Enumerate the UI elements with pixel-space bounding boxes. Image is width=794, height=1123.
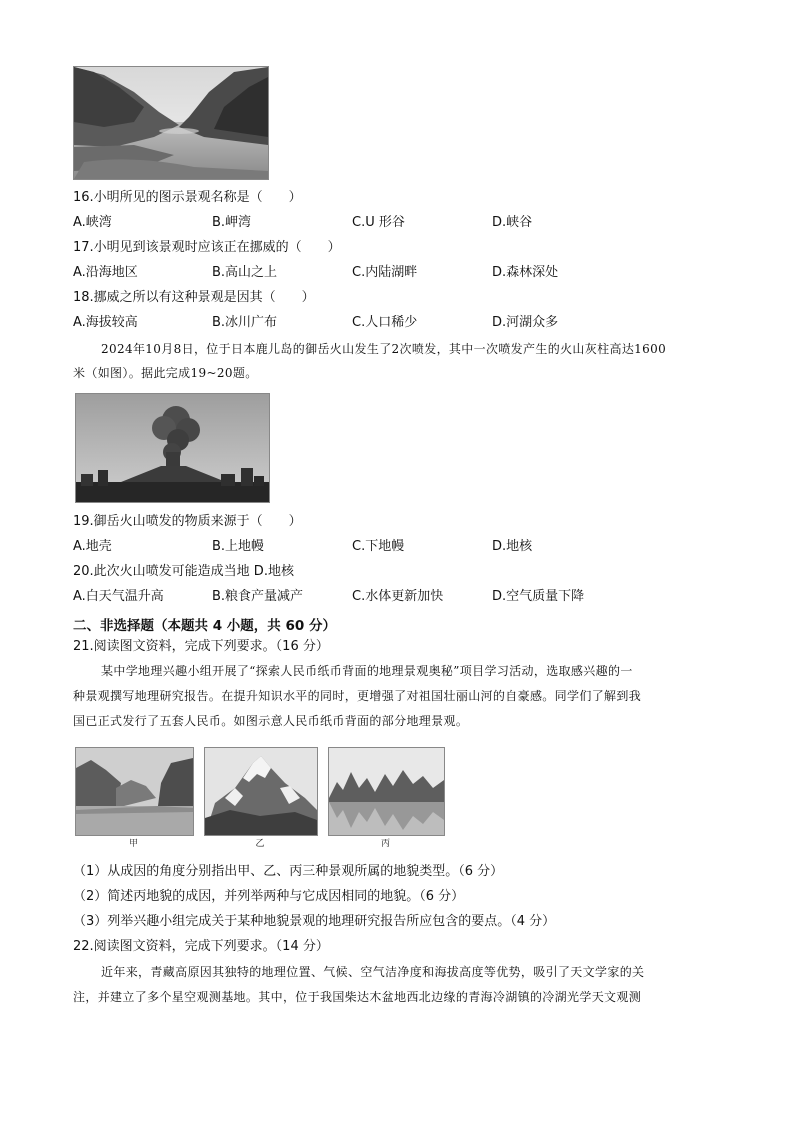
q19-stem: 19.御岳火山喷发的物质来源于（ ） xyxy=(73,514,302,529)
q19-option-a[interactable]: A.地壳 xyxy=(73,539,112,554)
q22-stem: 22.阅读图文资料，完成下列要求。（14 分） xyxy=(73,939,329,954)
q16-option-a[interactable]: A.峡湾 xyxy=(73,215,112,230)
q17-option-a[interactable]: A.沿海地区 xyxy=(73,265,138,280)
volcano-photo xyxy=(75,393,270,503)
q17-option-c[interactable]: C.内陆湖畔 xyxy=(352,265,418,280)
q19-option-d[interactable]: D.地核 xyxy=(492,539,533,554)
q18-option-a[interactable]: A.海拔较高 xyxy=(73,315,138,330)
q21-sub1: （1）从成因的角度分别指出甲、乙、丙三种景观所属的地貌类型。（6 分） xyxy=(73,864,504,879)
q18-option-c[interactable]: C.人口稀少 xyxy=(352,315,418,330)
photo-jia xyxy=(75,747,194,836)
q21-stem: 21.阅读图文资料，完成下列要求。（16 分） xyxy=(73,639,329,654)
q17-stem: 17.小明见到该景观时应该正在挪威的（ ） xyxy=(73,240,341,255)
q21-para-line3: 国已正式发行了五套人民币。如图示意人民币纸币背面的部分地理景观。 xyxy=(73,714,469,728)
q20-stem: 20.此次火山喷发可能造成当地 D.地核 xyxy=(73,564,294,579)
caption-yi: 乙 xyxy=(255,839,265,849)
volcano-intro-line1: 2024年10月8日，位于日本鹿儿岛的御岳火山发生了2次喷发，其中一次喷发产生的火山灰柱高达1600 xyxy=(101,342,667,356)
q16-option-b[interactable]: B.岬湾 xyxy=(212,215,252,230)
q16-option-d[interactable]: D.峡谷 xyxy=(492,215,533,230)
q20-option-b[interactable]: B.粮食产量减产 xyxy=(212,589,304,604)
q20-option-d[interactable]: D.空气质量下降 xyxy=(492,589,585,604)
q21-sub2: （2）简述丙地貌的成因，并列举两种与它成因相同的地貌。（6 分） xyxy=(73,889,465,904)
q16-stem: 16.小明所见的图示景观名称是（ ） xyxy=(73,190,302,205)
q18-option-d[interactable]: D.河湖众多 xyxy=(492,315,559,330)
caption-jia: 甲 xyxy=(128,839,138,849)
caption-bing: 丙 xyxy=(380,839,390,849)
q22-para-line2: 注，并建立了多个星空观测基地。其中，位于我国柴达木盆地西北边缘的青海冷湖镇的冷湖光学天文观测 xyxy=(73,990,642,1004)
banknote-photos xyxy=(73,745,445,852)
q19-option-b[interactable]: B.上地幔 xyxy=(212,539,265,554)
q18-stem: 18.挪威之所以有这种景观是因其（ ） xyxy=(73,290,315,305)
q19-option-c[interactable]: C.下地幔 xyxy=(352,539,405,554)
q21-para-line1: 某中学地理兴趣小组开展了“探索人民币纸币背面的地理景观奥秘”项目学习活动，选取感兴趣的一 xyxy=(101,664,633,678)
q20-option-c[interactable]: C.水体更新加快 xyxy=(352,589,444,604)
q21-sub3: （3）列举兴趣小组完成关于某种地貌景观的地理研究报告所应包含的要点。（4 分） xyxy=(73,914,556,929)
q18-option-b[interactable]: B.冰川广布 xyxy=(212,315,278,330)
q22-para-line1: 近年来，青藏高原因其独特的地理位置、气候、空气洁净度和海拔高度等优势，吸引了天文学家的关 xyxy=(101,965,645,979)
q17-option-b[interactable]: B.高山之上 xyxy=(212,265,278,280)
q17-option-d[interactable]: D.森林深处 xyxy=(492,265,559,280)
section2-title: 二、非选择题（本题共 4 小题，共 60 分） xyxy=(73,618,336,634)
photo-bing xyxy=(328,747,445,836)
fjord-photo xyxy=(73,66,269,180)
photo-yi xyxy=(204,747,318,836)
q21-para-line2: 种景观撰写地理研究报告。在提升知识水平的同时，更增强了对祖国壮丽山河的自豪感。同学们了解到我 xyxy=(73,689,642,703)
q16-option-c[interactable]: C.U 形谷 xyxy=(352,215,405,230)
q20-option-a[interactable]: A.白天气温升高 xyxy=(73,589,164,604)
volcano-intro-line2: 米（如图）。据此完成19~20题。 xyxy=(73,366,258,380)
